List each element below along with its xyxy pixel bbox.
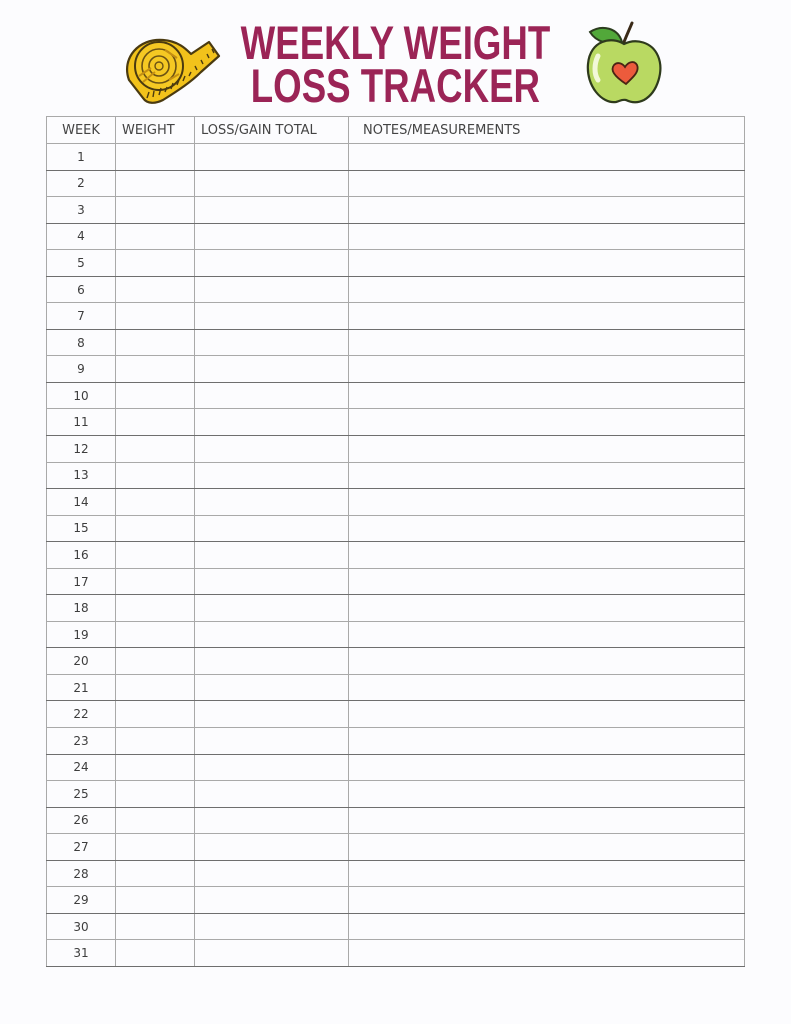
table-row <box>47 542 745 569</box>
notes-cell[interactable] <box>349 356 745 383</box>
column-header-notes: NOTES/MEASUREMENTS <box>349 117 745 144</box>
loss-gain-total-cell[interactable] <box>195 595 349 622</box>
table-row <box>47 834 745 861</box>
week-cell: 25 <box>47 781 116 808</box>
notes-cell[interactable] <box>349 781 745 808</box>
weight-cell[interactable] <box>116 542 195 569</box>
weight-cell[interactable] <box>116 648 195 675</box>
notes-cell[interactable] <box>349 436 745 463</box>
column-header-weight: WEIGHT <box>116 117 195 144</box>
week-cell: 1 <box>47 144 116 171</box>
week-cell: 5 <box>47 250 116 277</box>
table-row <box>47 648 745 675</box>
notes-cell[interactable] <box>349 568 745 595</box>
notes-cell[interactable] <box>349 701 745 728</box>
weight-cell[interactable] <box>116 356 195 383</box>
week-cell: 3 <box>47 197 116 224</box>
loss-gain-total-cell[interactable] <box>195 144 349 171</box>
week-cell: 11 <box>47 409 116 436</box>
notes-cell[interactable] <box>349 197 745 224</box>
notes-cell[interactable] <box>349 728 745 755</box>
loss-gain-total-cell[interactable] <box>195 462 349 489</box>
weight-cell[interactable] <box>116 329 195 356</box>
weight-cell[interactable] <box>116 197 195 224</box>
table-row <box>47 728 745 755</box>
notes-cell[interactable] <box>349 515 745 542</box>
week-cell: 14 <box>47 489 116 516</box>
table-row <box>47 489 745 516</box>
loss-gain-total-cell[interactable] <box>195 170 349 197</box>
week-cell: 17 <box>47 568 116 595</box>
week-cell: 7 <box>47 303 116 330</box>
weight-cell[interactable] <box>116 436 195 463</box>
week-cell: 18 <box>47 595 116 622</box>
loss-gain-total-cell[interactable] <box>195 860 349 887</box>
table-row <box>47 250 745 277</box>
weight-cell[interactable] <box>116 303 195 330</box>
weight-cell[interactable] <box>116 807 195 834</box>
weight-cell[interactable] <box>116 781 195 808</box>
weight-cell[interactable] <box>116 568 195 595</box>
loss-gain-total-cell[interactable] <box>195 409 349 436</box>
week-cell: 16 <box>47 542 116 569</box>
weight-cell[interactable] <box>116 223 195 250</box>
week-cell: 30 <box>47 913 116 940</box>
weight-cell[interactable] <box>116 409 195 436</box>
loss-gain-total-cell[interactable] <box>195 489 349 516</box>
week-cell: 10 <box>47 382 116 409</box>
loss-gain-total-cell[interactable] <box>195 913 349 940</box>
week-cell: 8 <box>47 329 116 356</box>
table-row <box>47 436 745 463</box>
table-row <box>47 860 745 887</box>
weight-cell[interactable] <box>116 250 195 277</box>
weight-cell[interactable] <box>116 144 195 171</box>
week-cell: 19 <box>47 621 116 648</box>
table-row <box>47 595 745 622</box>
table-row <box>47 409 745 436</box>
table-row <box>47 223 745 250</box>
weight-cell[interactable] <box>116 489 195 516</box>
week-cell: 21 <box>47 674 116 701</box>
notes-cell[interactable] <box>349 462 745 489</box>
weight-cell[interactable] <box>116 834 195 861</box>
table-row <box>47 568 745 595</box>
column-header-week: WEEK <box>47 117 116 144</box>
weight-cell[interactable] <box>116 462 195 489</box>
weight-cell[interactable] <box>116 276 195 303</box>
loss-gain-total-cell[interactable] <box>195 568 349 595</box>
notes-cell[interactable] <box>349 329 745 356</box>
weight-cell[interactable] <box>116 170 195 197</box>
weight-cell[interactable] <box>116 913 195 940</box>
column-header-loss-gain-total: LOSS/GAIN TOTAL <box>195 117 349 144</box>
notes-cell[interactable] <box>349 489 745 516</box>
week-cell: 13 <box>47 462 116 489</box>
loss-gain-total-cell[interactable] <box>195 674 349 701</box>
week-cell: 9 <box>47 356 116 383</box>
loss-gain-total-cell[interactable] <box>195 436 349 463</box>
notes-cell[interactable] <box>349 913 745 940</box>
weight-cell[interactable] <box>116 754 195 781</box>
week-cell: 6 <box>47 276 116 303</box>
loss-gain-total-cell[interactable] <box>195 648 349 675</box>
week-cell: 20 <box>47 648 116 675</box>
loss-gain-total-cell[interactable] <box>195 303 349 330</box>
notes-cell[interactable] <box>349 621 745 648</box>
table-row <box>47 276 745 303</box>
loss-gain-total-cell[interactable] <box>195 728 349 755</box>
notes-cell[interactable] <box>349 223 745 250</box>
table-header-row <box>47 117 745 144</box>
loss-gain-total-cell[interactable] <box>195 754 349 781</box>
page-title-line-2: LOSS TRACKER <box>250 59 541 112</box>
notes-cell[interactable] <box>349 860 745 887</box>
page-title-line-1: WEEKLY WEIGHT <box>240 16 551 69</box>
loss-gain-total-cell[interactable] <box>195 250 349 277</box>
weight-cell[interactable] <box>116 887 195 914</box>
week-cell: 31 <box>47 940 116 967</box>
loss-gain-total-cell[interactable] <box>195 834 349 861</box>
notes-cell[interactable] <box>349 648 745 675</box>
table-row <box>47 170 745 197</box>
notes-cell[interactable] <box>349 674 745 701</box>
loss-gain-total-cell[interactable] <box>195 781 349 808</box>
table-row <box>47 197 745 224</box>
notes-cell[interactable] <box>349 940 745 967</box>
table-row <box>47 356 745 383</box>
week-cell: 24 <box>47 754 116 781</box>
table-row <box>47 781 745 808</box>
table-row <box>47 382 745 409</box>
table-row <box>47 303 745 330</box>
notes-cell[interactable] <box>349 144 745 171</box>
loss-gain-total-cell[interactable] <box>195 515 349 542</box>
week-cell: 4 <box>47 223 116 250</box>
week-cell: 2 <box>47 170 116 197</box>
loss-gain-total-cell[interactable] <box>195 223 349 250</box>
table-row <box>47 913 745 940</box>
weight-cell[interactable] <box>116 595 195 622</box>
notes-cell[interactable] <box>349 250 745 277</box>
weight-cell[interactable] <box>116 728 195 755</box>
table-row <box>47 144 745 171</box>
notes-cell[interactable] <box>349 409 745 436</box>
table-row <box>47 621 745 648</box>
table-row <box>47 329 745 356</box>
loss-gain-total-cell[interactable] <box>195 940 349 967</box>
notes-cell[interactable] <box>349 834 745 861</box>
apple-heart-icon <box>584 20 664 106</box>
week-cell: 23 <box>47 728 116 755</box>
weight-cell[interactable] <box>116 674 195 701</box>
week-cell: 22 <box>47 701 116 728</box>
loss-gain-total-cell[interactable] <box>195 887 349 914</box>
table-row <box>47 754 745 781</box>
weight-cell[interactable] <box>116 701 195 728</box>
notes-cell[interactable] <box>349 170 745 197</box>
weight-cell[interactable] <box>116 621 195 648</box>
notes-cell[interactable] <box>349 276 745 303</box>
week-cell: 28 <box>47 860 116 887</box>
weight-tracker-table <box>46 116 745 967</box>
weight-cell[interactable] <box>116 860 195 887</box>
notes-cell[interactable] <box>349 807 745 834</box>
notes-cell[interactable] <box>349 303 745 330</box>
loss-gain-total-cell[interactable] <box>195 197 349 224</box>
loss-gain-total-cell[interactable] <box>195 621 349 648</box>
week-cell: 26 <box>47 807 116 834</box>
week-cell: 29 <box>47 887 116 914</box>
table-row <box>47 807 745 834</box>
loss-gain-total-cell[interactable] <box>195 276 349 303</box>
weight-cell[interactable] <box>116 382 195 409</box>
loss-gain-total-cell[interactable] <box>195 356 349 383</box>
week-cell: 27 <box>47 834 116 861</box>
table-row <box>47 515 745 542</box>
loss-gain-total-cell[interactable] <box>195 542 349 569</box>
notes-cell[interactable] <box>349 382 745 409</box>
weight-cell[interactable] <box>116 940 195 967</box>
table-row <box>47 701 745 728</box>
notes-cell[interactable] <box>349 887 745 914</box>
week-cell: 12 <box>47 436 116 463</box>
loss-gain-total-cell[interactable] <box>195 329 349 356</box>
notes-cell[interactable] <box>349 542 745 569</box>
loss-gain-total-cell[interactable] <box>195 701 349 728</box>
weight-cell[interactable] <box>116 515 195 542</box>
notes-cell[interactable] <box>349 595 745 622</box>
table-row <box>47 462 745 489</box>
table-row <box>47 674 745 701</box>
week-cell: 15 <box>47 515 116 542</box>
notes-cell[interactable] <box>349 754 745 781</box>
table-row <box>47 940 745 967</box>
loss-gain-total-cell[interactable] <box>195 807 349 834</box>
loss-gain-total-cell[interactable] <box>195 382 349 409</box>
table-row <box>47 887 745 914</box>
